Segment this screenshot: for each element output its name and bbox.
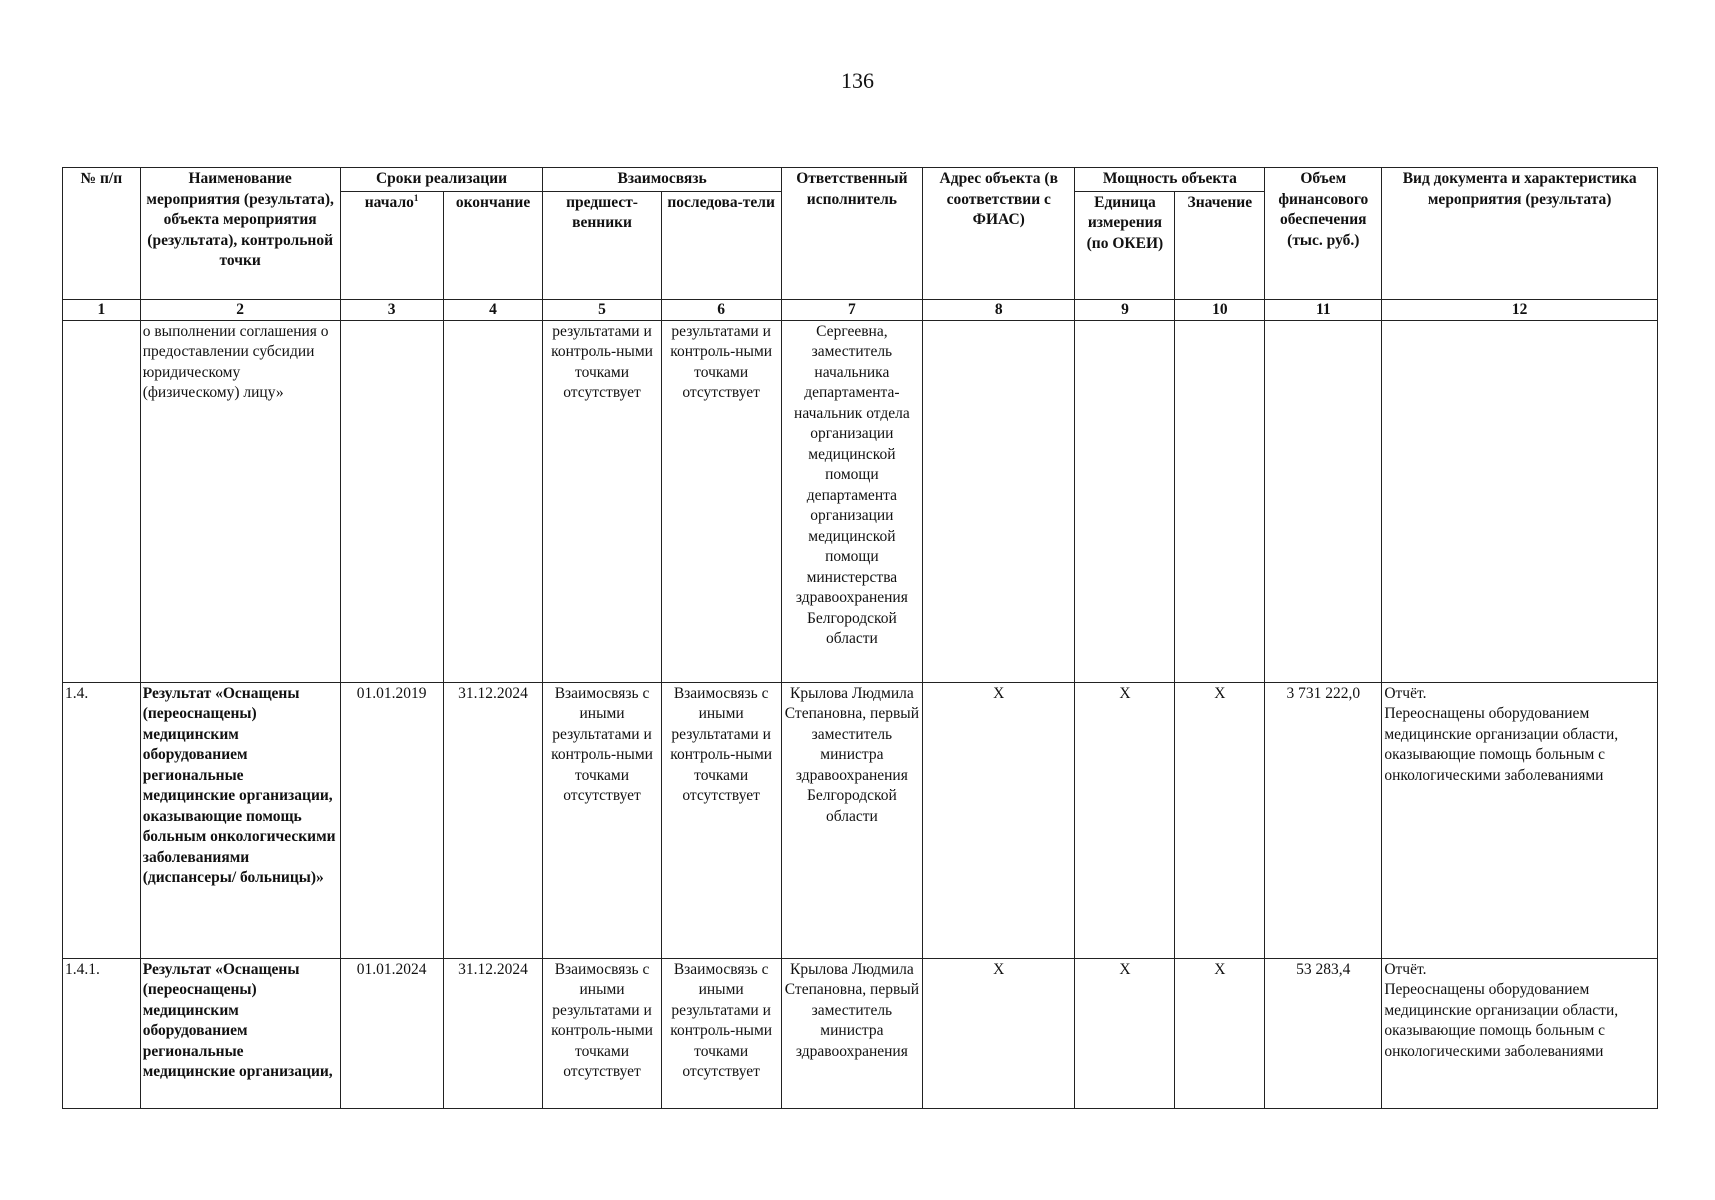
row-value: Х: [1175, 682, 1265, 958]
row-resp: Крылова Людмила Степановна, первый заместитель министра здравоохранения: [781, 958, 922, 1108]
row-name: Результат «Оснащены (переоснащены) медицинским оборудованием региональные медицинские организации, оказывающие помощь больным онкологическими заболеваниями (диспансеры/ больницы)»: [140, 682, 340, 958]
row-succ: Взаимосвязь с иными результатами и контроль-ными точками отсутствует: [661, 958, 781, 1108]
table-row: [63, 320, 1658, 682]
header-col-finance: Объем финансового обеспечения (тыс. руб.): [1265, 168, 1382, 300]
col-number: 11: [1265, 299, 1382, 320]
table-row: [63, 958, 1658, 1108]
row-pred: результатами и контроль-ными точками отсутствует: [543, 320, 661, 682]
row-succ: результатами и контроль-ными точками отсутствует: [661, 320, 781, 682]
row-addr: [923, 320, 1075, 682]
table-row: [63, 682, 1658, 958]
header-col-doc: Вид документа и характеристика мероприятия (результата): [1382, 168, 1658, 300]
row-doc: [1382, 682, 1658, 958]
row-num: [63, 320, 141, 682]
col-number: 5: [543, 299, 661, 320]
header-col-name: Наименование мероприятия (результата), объекта мероприятия (результата), контрольной точки: [140, 168, 340, 300]
row-addr: Х: [923, 958, 1075, 1108]
row-resp: Сергеевна, заместитель начальника департамента-начальник отдела организации медицинской помощи департамента организации медицинской помощи министерства здравоохранения Белгородской области: [781, 320, 922, 682]
row-addr: Х: [923, 682, 1075, 958]
row-finance: [1265, 320, 1382, 682]
col-number: 1: [63, 299, 141, 320]
row-unit: Х: [1075, 682, 1175, 958]
header-col-start-label: начало: [364, 193, 414, 211]
header-col-terms: Сроки реализации: [340, 168, 543, 192]
row-start: 01.01.2024: [340, 958, 443, 1108]
header-col-power: Мощность объекта: [1075, 168, 1265, 192]
row-unit: [1075, 320, 1175, 682]
row-name: о выполнении соглашения о предоставлении субсидии юридическому (физическому) лицу»: [140, 320, 340, 682]
header-col-unit: Единица измерения (по ОКЕИ): [1075, 191, 1175, 299]
row-num: 1.4.1.: [63, 958, 141, 1108]
row-unit: Х: [1075, 958, 1175, 1108]
col-number: 2: [140, 299, 340, 320]
row-doc: [1382, 320, 1658, 682]
row-finance: 3 731 222,0: [1265, 682, 1382, 958]
row-pred: Взаимосвязь с иными результатами и контроль-ными точками отсутствует: [543, 682, 661, 958]
row-doc-title: Отчёт.: [1384, 960, 1427, 978]
col-number: 4: [443, 299, 543, 320]
col-number: 3: [340, 299, 443, 320]
row-end: [443, 320, 543, 682]
col-number: 10: [1175, 299, 1265, 320]
row-succ: Взаимосвязь с иными результатами и контроль-ными точками отсутствует: [661, 682, 781, 958]
header-col-end: окончание: [443, 191, 543, 299]
row-pred: Взаимосвязь с иными результатами и контроль-ными точками отсутствует: [543, 958, 661, 1108]
header-col-start: [340, 191, 443, 299]
header-col-resp: Ответственный исполнитель: [781, 168, 922, 300]
col-number: 6: [661, 299, 781, 320]
header-col-addr: Адрес объекта (в соответствии с ФИАС): [923, 168, 1075, 300]
col-number: 8: [923, 299, 1075, 320]
header-col-num: № п/п: [63, 168, 141, 300]
row-end: 31.12.2024: [443, 958, 543, 1108]
header-col-value: Значение: [1175, 191, 1265, 299]
plan-table: [62, 167, 1658, 1109]
column-number-row: [63, 299, 1658, 320]
header-col-pred: предшест-венники: [543, 191, 661, 299]
footnote-marker: 1: [413, 192, 419, 203]
page-number: 136: [841, 68, 874, 93]
row-doc: [1382, 958, 1658, 1108]
row-finance: 53 283,4: [1265, 958, 1382, 1108]
col-number: 9: [1075, 299, 1175, 320]
col-number: 12: [1382, 299, 1658, 320]
row-value: [1175, 320, 1265, 682]
row-value: Х: [1175, 958, 1265, 1108]
row-num: 1.4.: [63, 682, 141, 958]
row-name: Результат «Оснащены (переоснащены) медицинским оборудованием региональные медицинские организации,: [140, 958, 340, 1108]
header-col-link: Взаимосвязь: [543, 168, 781, 192]
row-doc-title: Отчёт.: [1384, 684, 1427, 702]
row-start: 01.01.2019: [340, 682, 443, 958]
row-resp: Крылова Людмила Степановна, первый заместитель министра здравоохранения Белгородской области: [781, 682, 922, 958]
row-doc-text: Переоснащены оборудованием медицинские организации области, оказывающие помощь больным с онкологическими заболеваниями: [1384, 705, 1619, 784]
row-start: [340, 320, 443, 682]
col-number: 7: [781, 299, 922, 320]
row-end: 31.12.2024: [443, 682, 543, 958]
row-doc-text: Переоснащены оборудованием медицинские организации области, оказывающие помощь больным с онкологическими заболеваниями: [1384, 981, 1619, 1060]
header-col-succ: последова-тели: [661, 191, 781, 299]
